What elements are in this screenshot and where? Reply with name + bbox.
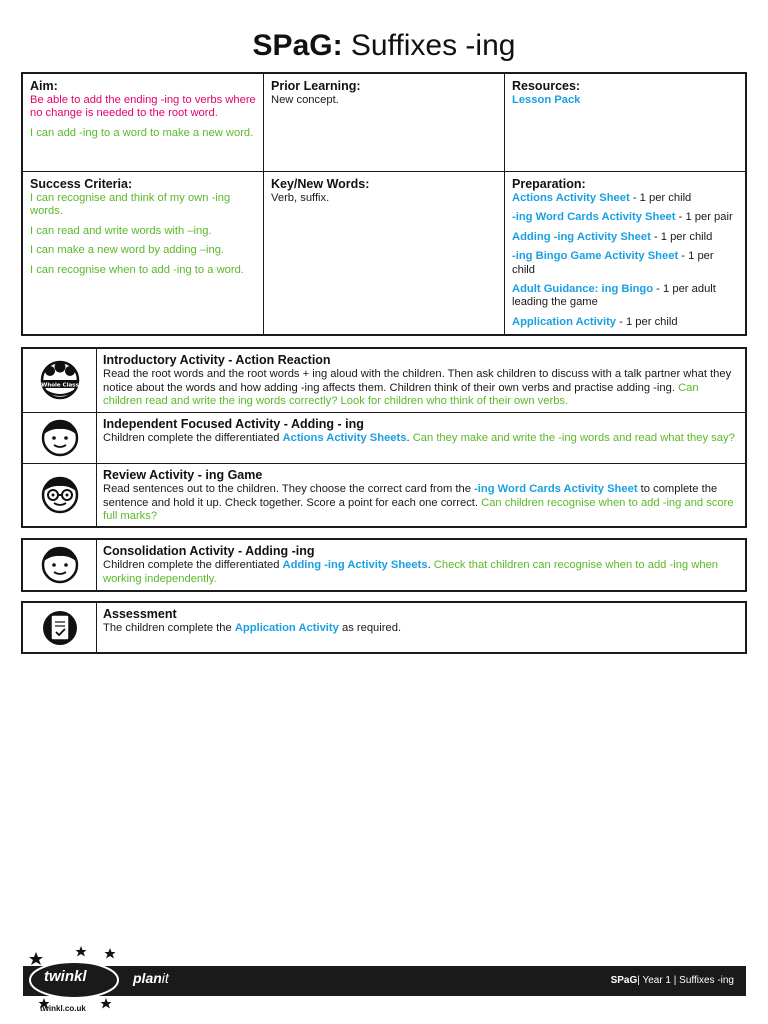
independent-activity-heading: Independent Focused Activity - Adding - ing: [103, 417, 364, 431]
review-activity-heading: Review Activity - ing Game: [103, 468, 263, 482]
resource-link[interactable]: -ing Bingo Game Activity Sheet: [512, 250, 679, 263]
success-criterion: I can read and write words with –ing.: [30, 224, 212, 237]
independent-activity-row: [23, 413, 745, 464]
title-subject: SPaG:: [252, 29, 343, 62]
independent-activity-body-end: .: [406, 432, 413, 444]
resources-heading: Resources:: [512, 79, 581, 93]
review-activity-text: [97, 464, 745, 526]
review-activity-row: [23, 464, 745, 526]
footer-bar: [23, 966, 746, 996]
aim-statement: I can add -ing to a word to make a new word.: [30, 126, 254, 139]
preparation-item: [512, 250, 738, 277]
prior-learning-heading: Prior Learning:: [271, 79, 361, 93]
adding-ing-activity-sheets-link[interactable]: Adding -ing Activity Sheets: [282, 559, 428, 571]
resource-quantity: - 1 per adult leading the game: [512, 283, 716, 309]
key-words-heading: Key/New Words:: [271, 177, 370, 191]
footer-site[interactable]: twinkl.co.uk: [40, 1004, 86, 1013]
consolidation-icon-cell: [23, 540, 97, 590]
footer-crumb: | Year 1 | Suffixes -ing: [637, 975, 734, 986]
preparation-heading: Preparation:: [512, 177, 586, 191]
success-criterion: I can recognise when to add -ing to a word.: [30, 263, 244, 276]
resource-quantity: - 1 per child: [512, 250, 714, 276]
intro-activity-heading: Introductory Activity - Action Reaction: [103, 353, 331, 367]
planit-bold: plan: [133, 970, 162, 986]
key-words-cell: [264, 172, 505, 334]
assessment-body-end: as required.: [338, 622, 402, 634]
consolidation-row: [23, 540, 745, 590]
resource-link[interactable]: Adult Guidance: ing Bingo: [512, 283, 654, 296]
assessment-text: [97, 603, 745, 652]
review-activity-question: Can children recognise when to add -ing and score full marks?: [103, 496, 734, 523]
clipboard-check-icon: [39, 607, 81, 649]
independent-icon-cell: [23, 413, 97, 463]
word-cards-activity-sheet-link[interactable]: -ing Word Cards Activity Sheet: [474, 483, 638, 495]
preparation-item: [512, 192, 738, 205]
preparation-item: [512, 283, 738, 310]
consolidation-heading: Consolidation Activity - Adding -ing: [103, 544, 315, 558]
intro-activity-text: [97, 349, 745, 412]
child-with-glasses-icon: [39, 474, 81, 516]
assessment-body: The children complete the: [103, 622, 235, 634]
resource-quantity: - 1 per child: [616, 315, 678, 328]
child-face-icon: [39, 417, 81, 459]
resource-link[interactable]: Application Activity: [512, 315, 617, 328]
intro-activity-body: Read the root words and the root words + ing aloud with the children. Then ask children to discuss with a talk partner what they notice about the words and how adding -ing affects them. Children think of their own verbs and practise adding -ing.: [103, 368, 732, 394]
whole-class-badge-text: Whole Class: [40, 382, 79, 388]
lesson-plan-grid: [21, 72, 747, 336]
twinkl-wordmark: twinkl: [44, 968, 87, 985]
intro-icon-cell: [23, 349, 97, 412]
footer-breadcrumb: [611, 966, 734, 996]
review-icon-cell: [23, 464, 97, 526]
intro-activity-question: Can children read and write the ing words correctly? Look for children who think of their own verbs.: [103, 381, 699, 408]
planit-rest: it: [161, 970, 169, 986]
consolidation-text: [97, 540, 745, 590]
preparation-item: [512, 316, 738, 329]
activities-panel: [21, 347, 747, 528]
assessment-row: [23, 603, 745, 652]
page-title: [0, 26, 768, 66]
application-activity-link[interactable]: Application Activity: [234, 622, 339, 634]
independent-activity-text: [97, 413, 745, 463]
independent-activity-question: Can they make and write the -ing words and read what they say?: [412, 432, 735, 444]
intro-activity-row: [23, 349, 745, 413]
resource-link[interactable]: Actions Activity Sheet: [512, 192, 630, 204]
preparation-item: [512, 231, 738, 244]
preparation-cell: [505, 172, 745, 334]
success-criterion: I can recognise and think of my own -ing words.: [30, 192, 231, 218]
resource-quantity: - 1 per child: [650, 230, 713, 243]
whole-class-icon: [37, 358, 83, 404]
success-criteria-cell: [23, 172, 264, 334]
planit-wordmark: [133, 970, 169, 986]
resource-quantity: - 1 per child: [629, 192, 692, 204]
aim-heading: Aim:: [30, 79, 58, 93]
consolidation-body-end: .: [427, 559, 434, 571]
resources-cell: [505, 74, 745, 172]
review-activity-body-end: to complete the sentence and hold it up. Check together. Score a point for each one correct.: [103, 483, 718, 509]
title-topic: Suffixes -ing: [342, 29, 516, 62]
independent-activity-body: Children complete the differentiated: [103, 432, 283, 444]
aim-objective: Be able to add the ending -ing to verbs where no change is needed to the root word.: [30, 94, 256, 120]
actions-activity-sheets-link[interactable]: Actions Activity Sheets: [282, 432, 407, 444]
assessment-panel: [21, 601, 747, 654]
consolidation-body: Children complete the differentiated: [103, 559, 283, 571]
resource-quantity: - 1 per pair: [675, 211, 733, 224]
consolidation-question: Check that children can recognise when to add -ing when working independently.: [103, 559, 719, 585]
prior-learning-cell: [264, 74, 505, 172]
success-criteria-heading: Success Criteria:: [30, 177, 133, 191]
consolidation-panel: [21, 538, 747, 592]
preparation-item: [512, 211, 738, 224]
assessment-icon-cell: [23, 603, 97, 652]
resource-link[interactable]: Adding -ing Activity Sheet: [512, 230, 651, 243]
prior-learning-text: New concept.: [271, 94, 339, 106]
review-activity-body: Read sentences out to the children. They choose the correct card from the: [103, 483, 475, 495]
footer-subject: SPaG: [610, 975, 638, 986]
key-words-text: Verb, suffix.: [271, 192, 330, 204]
resource-link[interactable]: -ing Word Cards Activity Sheet: [512, 211, 676, 224]
aim-cell: [23, 74, 264, 172]
assessment-heading: Assessment: [103, 607, 177, 621]
lesson-pack-link[interactable]: Lesson Pack: [512, 94, 581, 106]
success-criterion: I can make a new word by adding –ing.: [30, 244, 225, 257]
child-face-icon: [39, 544, 81, 586]
